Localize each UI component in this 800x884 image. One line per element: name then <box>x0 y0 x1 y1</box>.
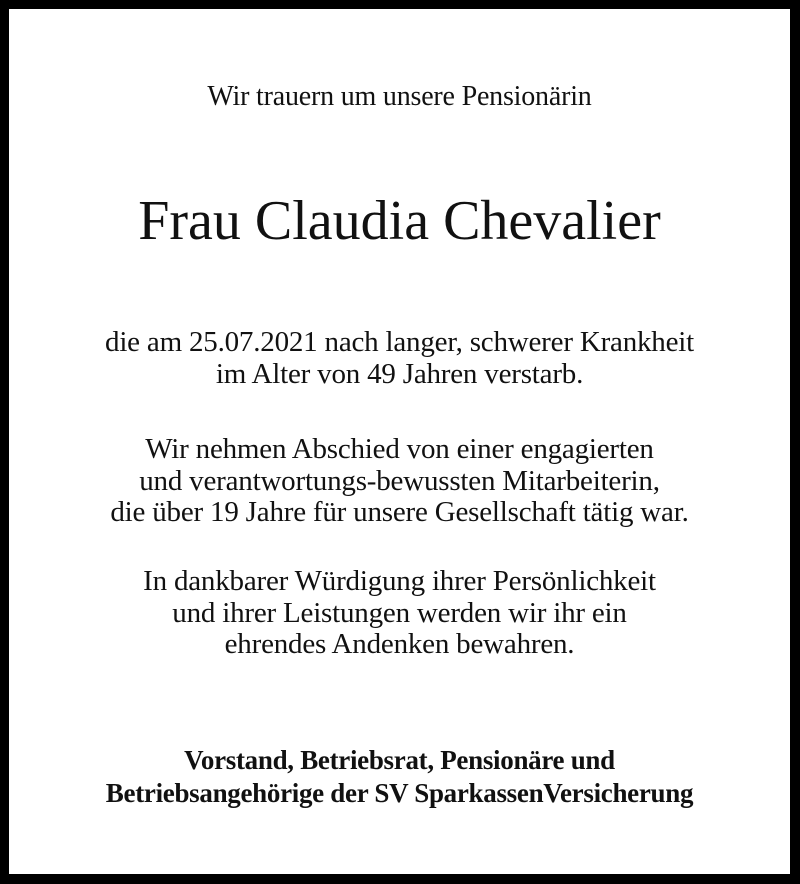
paragraph-line: ehrendes Andenken bewahren. <box>224 628 575 660</box>
paragraph-line: im Alter von 49 Jahren verstarb. <box>215 357 584 390</box>
signature-line: Betriebsangehörige der SV SparkassenVersicherung <box>105 778 694 808</box>
obituary-notice <box>9 9 790 874</box>
paragraph-line: die über 19 Jahre für unsere Gesellschaft tätig war. <box>110 496 689 528</box>
signature-block <box>9 744 790 810</box>
deceased-name: Frau Claudia Chevalier <box>138 190 661 252</box>
paragraph-line: und ihrer Leistungen werden wir ihr ein <box>172 596 627 629</box>
paragraph-remembrance <box>9 566 790 661</box>
paragraph-death-info <box>9 327 790 390</box>
paragraph-line: die am 25.07.2021 nach langer, schwerer Krankheit <box>105 326 694 358</box>
paragraph-line: Wir nehmen Abschied von einer engagierten <box>145 433 654 465</box>
signature-line: Vorstand, Betriebsrat, Pensionäre und <box>184 745 615 775</box>
paragraph-line: und verantwortungs-bewussten Mitarbeiterin, <box>139 464 660 497</box>
paragraph-line: In dankbarer Würdigung ihrer Persönlichkeit <box>143 565 656 597</box>
intro-line: Wir trauern um unsere Pensionärin <box>207 81 592 112</box>
paragraph-farewell <box>9 434 790 529</box>
